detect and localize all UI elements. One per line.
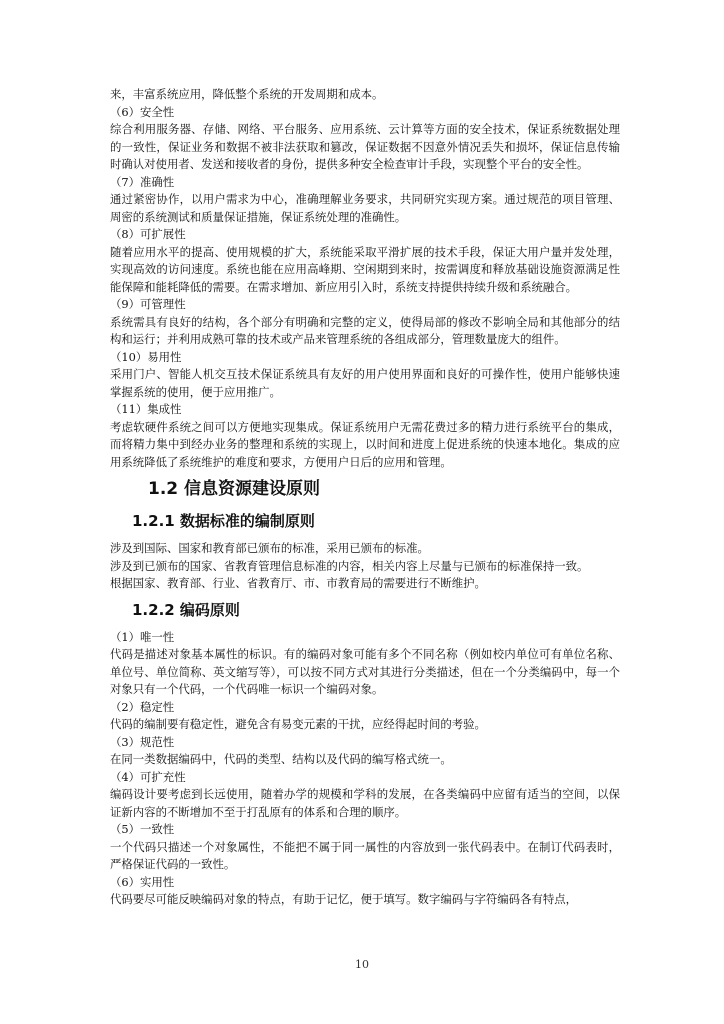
- paragraph: 考虑软硬件系统之间可以方便地实现集成。保证系统用户无需花费过多的精力进行系统平台的集成，而将精力集中到经办业务的整理和系统的实现上，以时间和进度上促进系统的快速本地化。集成的应用系统降低了系统维护的难度和要求，方便用户日后的应用和管理。: [110, 419, 620, 469]
- paragraph: 系统需具有良好的结构，各个部分有明确和完整的定义，使得局部的修改不影响全局和其他部分的结构和运行；并利用成熟可靠的技术或产品来管理系统的各组成部分，管理数量庞大的组件。: [110, 314, 620, 346]
- heading-1-2-1: 1.2.1 数据标准的编制原则: [132, 512, 315, 530]
- paragraph: （10）易用性: [110, 349, 182, 364]
- section-data-standard: [110, 540, 620, 593]
- paragraph: 通过紧密协作，以用户需求为中心，准确理解业务要求，共同研究实现方案。通过规范的项目管理、周密的系统测试和质量保证措施，保证系统处理的准确性。: [110, 192, 620, 224]
- paragraph: 综合利用服务器、存储、网络、平台服务、应用系统、云计算等方面的安全技术，保证系统数据处理的一致性，保证业务和数据不被非法获取和篡改，保证数据不因意外情况丢失和损坏，保证信息传输时确认对使用者、发送和接收者的身份，提供多种安全检查审计手段，实现整个平台的安全性。: [110, 122, 620, 171]
- paragraph: （3）规范性: [110, 734, 175, 749]
- paragraph: 来，丰富系统应用，降低整个系统的开发周期和成本。: [110, 87, 384, 101]
- paragraph: 在同一类数据编码中，代码的类型、结构以及代码的编写格式统一。: [110, 752, 452, 766]
- paragraph: 代码要尽可能反映编码对象的特点，有助于记忆，便于填写。数字编码与字符编码各有特点，: [110, 892, 578, 906]
- paragraph: （4）可扩充性: [110, 769, 186, 784]
- paragraph: 涉及到已颁布的国家、省教育管理信息标准的内容，相关内容上尽量与已颁布的标准保持一致。: [110, 558, 589, 573]
- paragraph: 涉及到国际、国家和教育部已颁布的标准，采用已颁布的标准。: [110, 541, 429, 555]
- paragraph: 采用门户、智能人机交互技术保证系统具有友好的用户使用界面和良好的可操作性，使用户能够快速掌握系统的使用，便于应用推广。: [110, 367, 620, 399]
- paragraph: 编码设计要考虑到长远使用，随着办学的规模和学科的发展，在各类编码中应留有适当的空间，以保证新内容的不断增加不至于打乱原有的体系和合理的顺序。: [110, 787, 620, 819]
- section-coding-principles: [110, 629, 620, 909]
- paragraph: （1）唯一性: [110, 629, 175, 644]
- heading-1-2: 1.2 信息资源建设原则: [148, 479, 321, 499]
- paragraph: （7）准确性: [110, 174, 175, 189]
- paragraph: （6）实用性: [110, 874, 175, 889]
- document-page: [110, 86, 620, 909]
- paragraph: （6）安全性: [110, 104, 175, 119]
- paragraph: 代码是描述对象基本属性的标识。有的编码对象可能有多个不同名称（例如校内单位可有单位名称、单位号、单位简称、英文缩写等），可以按不同方式对其进行分类描述，但在一个分类编码中，每一个对象只有一个代码，一个代码唯一标识一个编码对象。: [110, 647, 620, 696]
- section-design-principles: [110, 86, 620, 471]
- paragraph: （9）可管理性: [110, 297, 186, 311]
- paragraph: 根据国家、教育部、行业、省教育厅、市、市教育局的需要进行不断维护。: [110, 576, 486, 590]
- heading-1-2-2: 1.2.2 编码原则: [132, 600, 240, 619]
- paragraph: （11）集成性: [110, 402, 182, 416]
- paragraph: （8）可扩展性: [110, 227, 186, 241]
- paragraph: （5）一致性: [110, 822, 175, 836]
- paragraph: 随着应用水平的提高、使用规模的扩大，系统能采取平滑扩展的技术手段，保证大用户量并发处理，实现高效的访问速度。系统也能在应用高峰期、空闲期到来时，按需调度和释放基础设施资源满足性能保障和能耗降低的需要。在需求增加、新应用引入时，系统支持提供持续升级和系统融合。: [110, 244, 620, 294]
- paragraph: 一个代码只描述一个对象属性，不能把不属于同一属性的内容放到一张代码表中。在制订代码表时，严格保证代码的一致性。: [110, 839, 620, 871]
- paragraph: （2）稳定性: [110, 699, 175, 714]
- paragraph: 代码的编制要有稳定性，避免含有易变元素的干扰，应经得起时间的考验。: [110, 717, 486, 731]
- page-number: 10: [355, 958, 369, 971]
